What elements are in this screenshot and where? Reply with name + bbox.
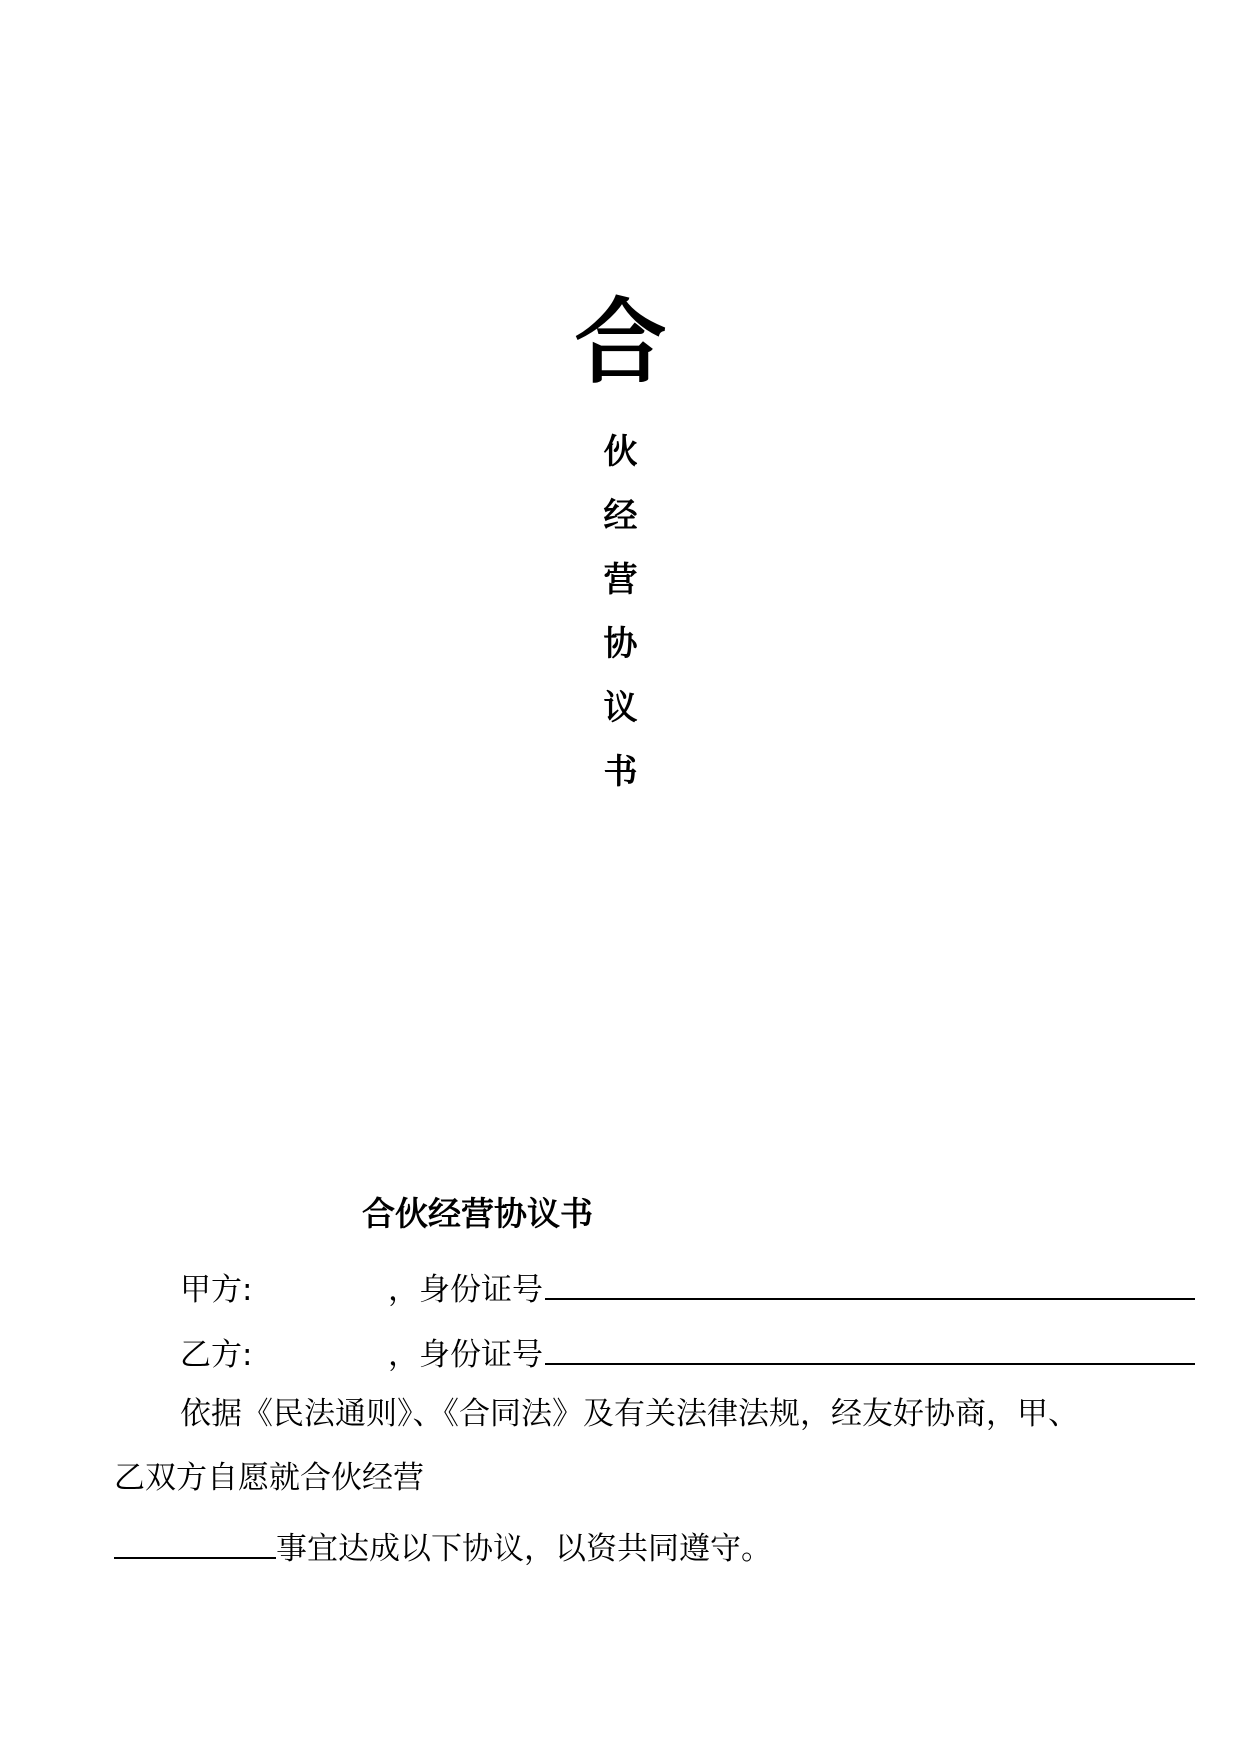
basis-paragraph-line-1: 依据《民法通则》、《合同法》及有关法律法规，经友好协商，甲、	[180, 1396, 1079, 1432]
party-a-id-label: ，身份证号	[388, 1272, 543, 1308]
cover-char: 议	[603, 688, 638, 728]
party-b-id-label: ，身份证号	[388, 1337, 543, 1373]
cover-title-vertical	[0, 420, 1241, 804]
party-a-id-blank	[545, 1262, 1195, 1300]
document-title: 合伙经营协议书	[362, 1194, 593, 1233]
cover-char: 书	[603, 752, 638, 792]
cover-char: 经	[603, 496, 638, 536]
party-b-line	[180, 1327, 1195, 1377]
cover-title-big-char: 合	[574, 288, 667, 396]
party-b-id-blank	[545, 1327, 1195, 1365]
cover-char: 协	[603, 624, 638, 664]
party-b-label: 乙方:	[180, 1337, 253, 1373]
basis-line-3-text: 事宜达成以下协议，以资共同遵守。	[276, 1531, 772, 1567]
party-a-line	[180, 1262, 1195, 1312]
party-a-label: 甲方:	[180, 1272, 253, 1308]
cover-char: 伙	[603, 432, 638, 472]
basis-paragraph-line-3	[114, 1521, 772, 1571]
business-blank	[114, 1521, 276, 1559]
basis-paragraph-line-2: 乙双方自愿就合伙经营	[114, 1460, 424, 1496]
cover-char: 营	[603, 560, 638, 600]
